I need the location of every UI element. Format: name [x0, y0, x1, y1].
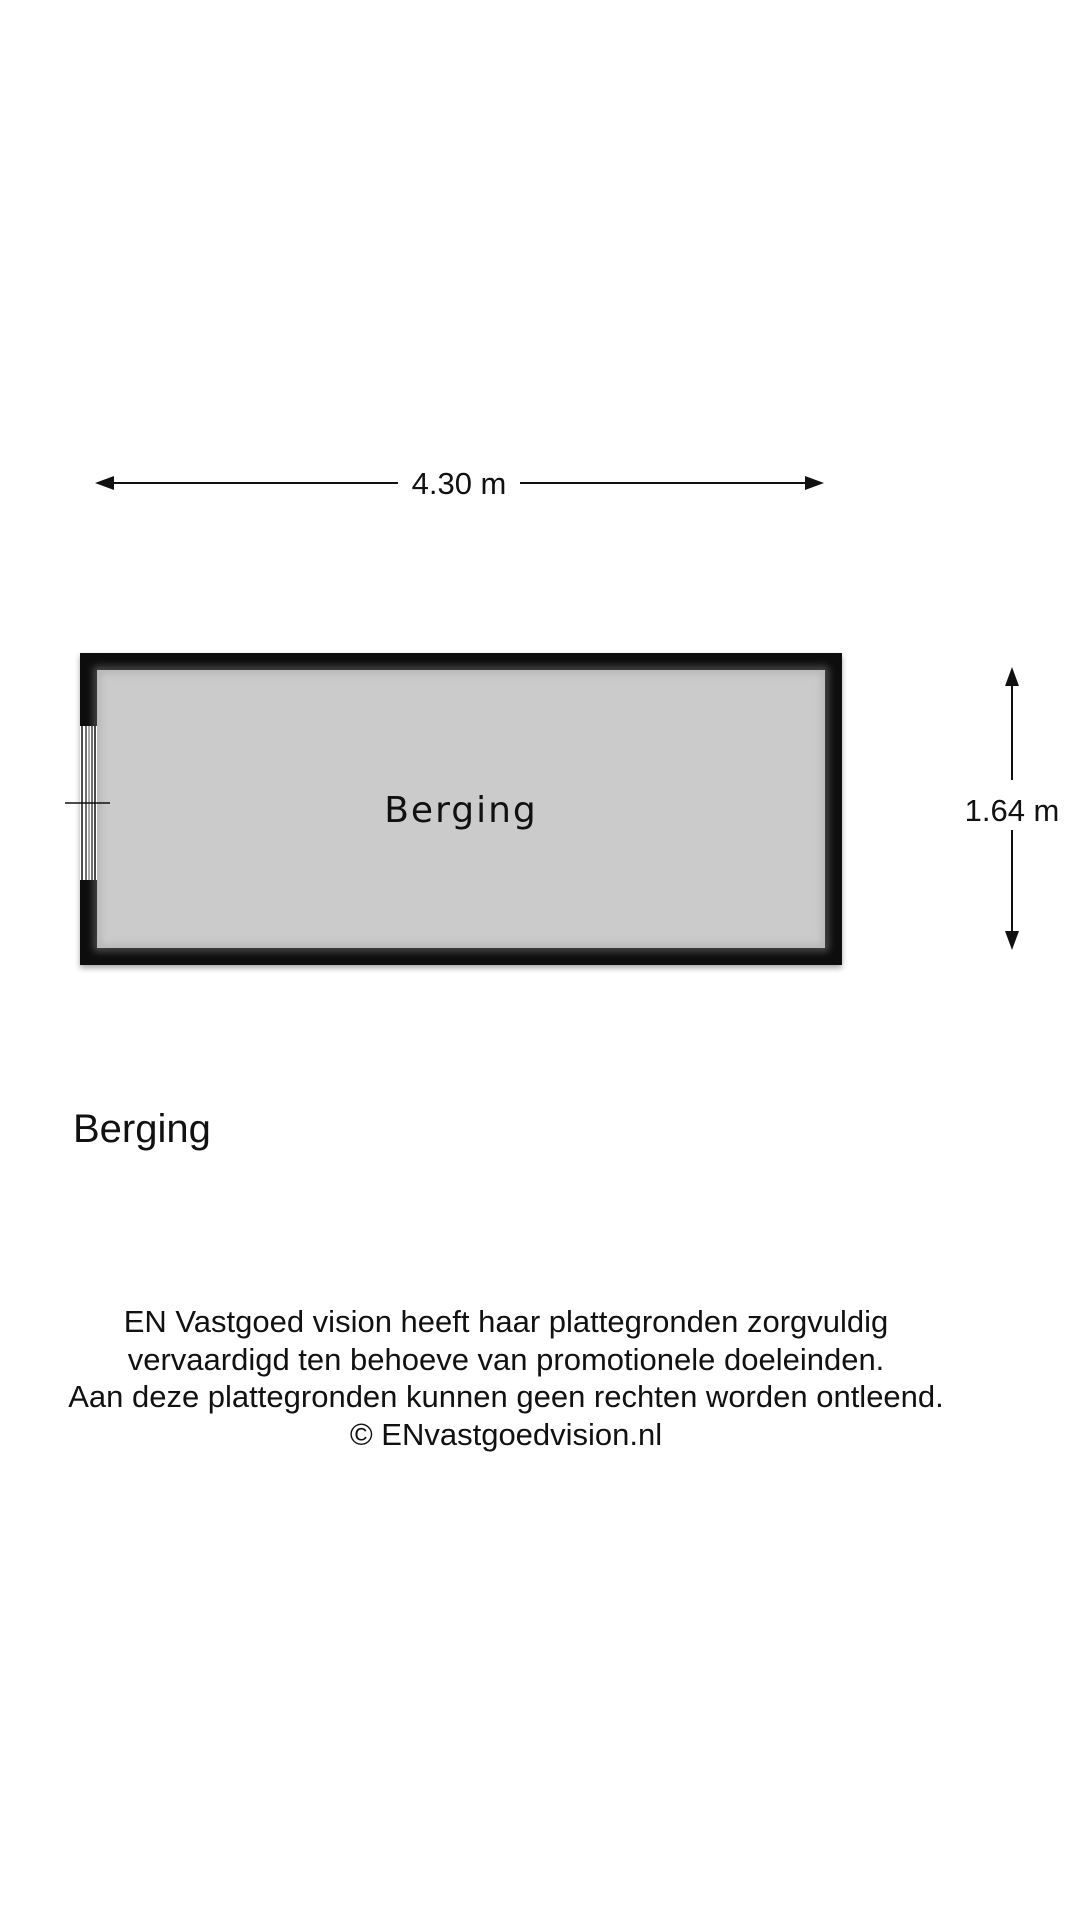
width-arrow-left — [95, 476, 114, 490]
room-berging — [65, 653, 842, 965]
disclaimer-line: vervaardigd ten behoeve van promotionele doeleinden. — [127, 1341, 885, 1377]
height-dimension-label: 1.64 m — [964, 793, 1060, 828]
copyright-line: © ENvastgoedvision.nl — [349, 1416, 663, 1452]
width-arrow-right — [805, 476, 824, 490]
disclaimer-line: Aan deze plattegronden kunnen geen rechten worden ontleend. — [68, 1379, 944, 1414]
width-dimension — [95, 466, 824, 501]
height-arrow-bottom — [1005, 931, 1019, 950]
disclaimer — [0, 1303, 1012, 1453]
height-dimension — [965, 667, 1060, 950]
disclaimer-line: EN Vastgoed vision heeft haar plattegronden zorgvuldig — [123, 1304, 889, 1339]
width-dimension-label: 4.30 m — [411, 466, 507, 501]
floor-title: Berging — [73, 1107, 211, 1151]
height-arrow-top — [1005, 667, 1019, 686]
room-label: Berging — [384, 790, 538, 831]
